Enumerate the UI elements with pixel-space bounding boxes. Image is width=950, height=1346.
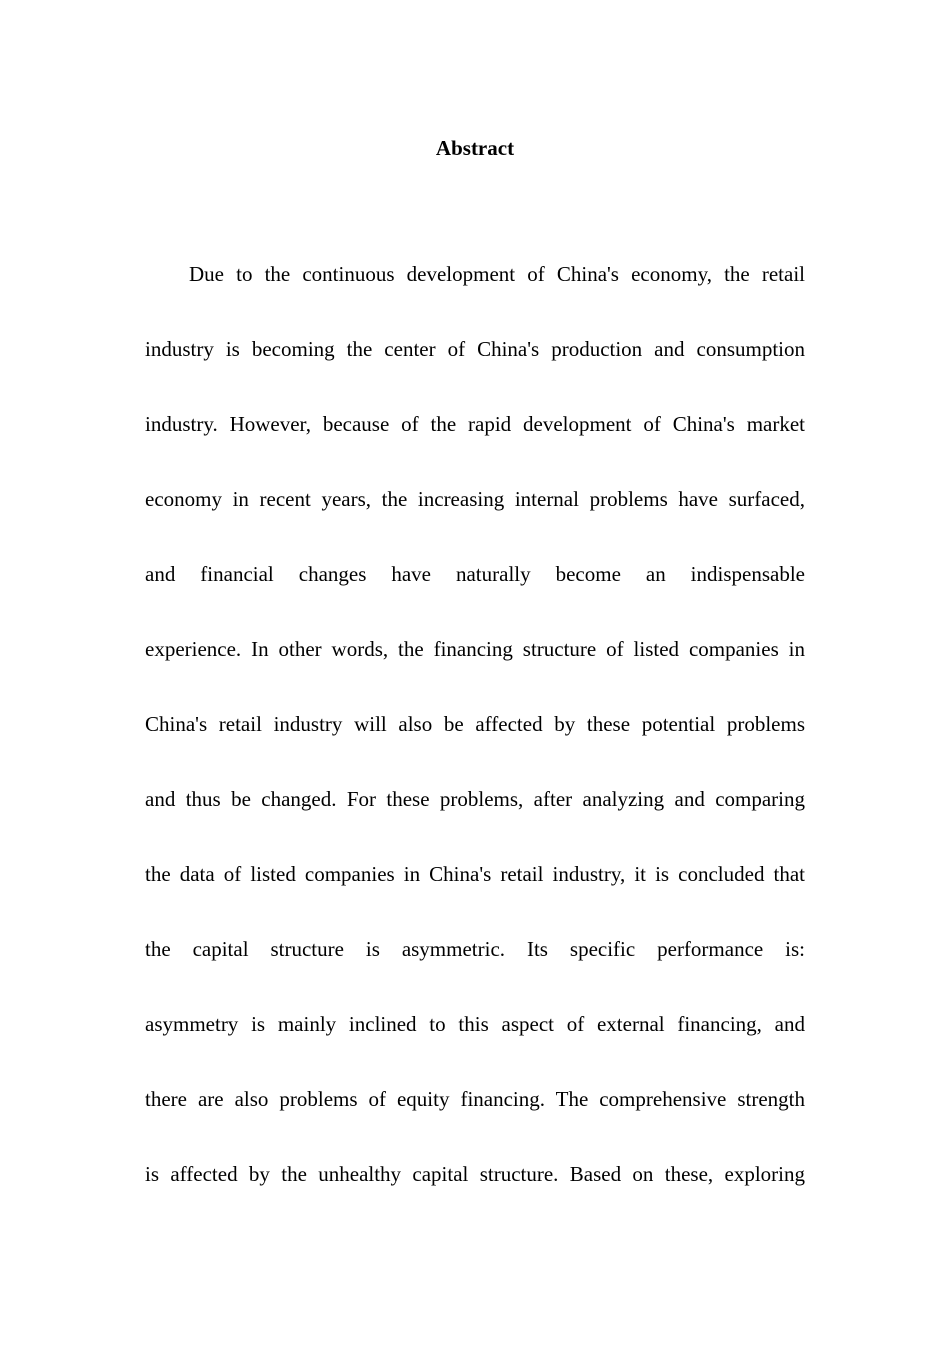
- abstract-line: Due to the continuous development of China's economy, the retail: [189, 262, 805, 286]
- abstract-line: industry is becoming the center of China's production and consumption: [145, 337, 805, 361]
- abstract-line: the capital structure is asymmetric. Its specific performance is:: [145, 937, 805, 961]
- abstract-title: Abstract: [435, 136, 515, 160]
- abstract-line: experience. In other words, the financing structure of listed companies in: [145, 637, 805, 661]
- abstract-line: the data of listed companies in China's retail industry, it is concluded that: [145, 862, 805, 886]
- abstract-line: and thus be changed. For these problems, after analyzing and comparing: [145, 787, 805, 811]
- abstract-line: China's retail industry will also be affected by these potential problems: [145, 712, 805, 736]
- abstract-line: is affected by the unhealthy capital structure. Based on these, exploring: [145, 1162, 805, 1186]
- abstract-line: and financial changes have naturally become an indispensable: [145, 562, 805, 586]
- abstract-line: there are also problems of equity financing. The comprehensive strength: [145, 1087, 805, 1111]
- abstract-line: economy in recent years, the increasing internal problems have surfaced,: [145, 487, 805, 511]
- abstract-line: asymmetry is mainly inclined to this aspect of external financing, and: [145, 1012, 805, 1036]
- abstract-line: industry. However, because of the rapid development of China's market: [145, 412, 805, 436]
